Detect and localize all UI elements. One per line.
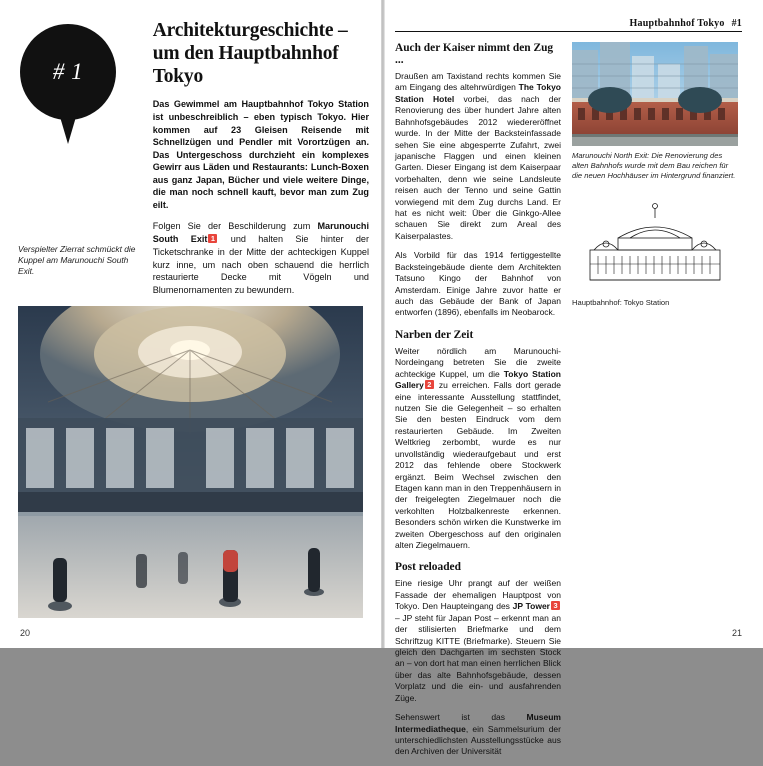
tokyo-station-hotel-name: The Tokyo Station Hotel [395,82,561,104]
page-number-right: 21 [731,628,742,638]
narben-p1-a: Weiter nördlich am Marunouchi-Nordeingang betreten Sie die zweite achteckige Kuppel, um die [395,345,561,379]
photo-marunouchi-north-exit [572,42,738,146]
badge-column [18,18,143,305]
post-p1-a: Eine riesige Uhr prangt auf der weißen Fassade der ehemaligen Hauptpost von Tokyo. Den Haupteingang des [395,578,561,612]
post-p2-a: Sehenswert ist das [395,712,527,723]
map-pin-circle [20,24,116,120]
badge-number: # 1 [52,59,84,84]
photo-dome-interior-art [18,306,363,618]
illustration-caption: Hauptbahnhof: Tokyo Station [572,297,670,307]
post-paragraph-2 [395,712,561,758]
museum-intermediatheque-name: Museum Intermediatheque [395,712,561,734]
illustration-tokyo-station [572,190,738,294]
poi-marker-2: 2 [425,380,434,389]
map-pin-tail [58,110,78,144]
poi-marker-1: 1 [208,234,217,243]
section-title-kaiser: Auch der Kaiser nimmt den Zug ... [395,42,554,66]
running-head-title: Hauptbahnhof Tokyo [629,18,725,29]
page-left [0,0,381,648]
kaiser-paragraph-1 [395,71,561,242]
page-title: Architekturgeschichte – um den Hauptbahnhof Tokyo [152,20,348,87]
kaiser-p1-b: vorbei, das nach der Renovierung des über hundert Jahre alten Bahnhofsgebäudes 2012 wiedereröffnet wurde. In der Mitte der Backsteinfassade sehen Sie eine abgesperrte Zufahrt, zwei japanische Flaggen und einen kleinen Garten. Dieser Eingang ist dem Kaiserpaar vorbehalten, denn wie seine Landsleute reisen auch der Tenno und seine Gattin vorwiegend mit dem Zug durchs Land. Er hat es nicht weit: Über die Ginkgo-Allee schauen Sie direkt zum Areal des Kaiserpalastes. [395,93,561,241]
running-head-number: #1 [731,18,742,29]
photo-dome-interior [18,306,363,618]
left-paragraph-1 [153,220,369,296]
left-photo-caption: Verspielter Zierrat schmückt die Kuppel am Marunouchi South Exit. [18,244,136,277]
post-paragraph-1 [395,578,561,704]
section-title-narben: Narben der Zeit [395,328,474,341]
tokyo-station-gallery-name: Tokyo Station Gallery [395,368,561,391]
right-column-1 [395,42,561,766]
illustration-tokyo-station-art [572,194,738,294]
post-p2-b: , ein Sammelsurium der unterschiedlichsten Ausstellungsstücke aus den Archiven der Universität [395,723,561,757]
section-title-post: Post reloaded [395,561,461,574]
kaiser-paragraph-2: Als Vorbild für das 1914 fertiggestellte Backsteingebäude diente dem Architekten Tatsuno Kingo der Bahnhof von Amsterdam. Einige Jahre zuvor hatte er auch das Gebäude der Bank of Japan entworfen (1896), ebenfalls im Neobarock. [395,250,561,318]
right-column-2 [572,42,738,766]
narben-paragraph-1 [395,346,561,552]
map-pin-badge [20,24,116,120]
left-p1-bold: Marunouchi South Exit [152,221,369,245]
page-gutter [381,0,385,648]
jp-tower-name: JP Tower [512,601,550,612]
poi-marker-3: 3 [551,601,560,610]
lead-paragraph: Das Gewimmel am Hauptbahnhof Tokyo Station ist unbeschreiblich – eben typisch Tokyo. Hier kommen auf 23 Gleisen Reisende mit Schnellzügen und Pendler mit Vorortzügen an. Das Untergeschoss durchzieht ein komplexes Gewirr aus Läden und Restaurants: Lunch-Boxen aus ganz Japan, Bücher und viele weitere Dinge, die man noch schnell kauft, bevor man zum Zug eilt. [152,99,369,210]
page-number-left: 20 [20,628,31,638]
narben-p1-b: zu erreichen. Falls dort gerade eine interessante Ausstellung stattfindet, nutzen Sie die Gelegenheit – so erhalten Sie den besten Eindruck vom dem restaurierten Gebäude. Im Zweiten Weltkrieg zerbombt, wurde es nur unvollständig wiederaufgebaut und erst 2012 das fehlende obere Stockwerk ergänzt. Beim Wechsel zwischen den Etagen kann man in den Treppenhäusern in der freigelegten Ziegelmauer noch die verkohlten Holzbalkenreste erkennen. Besonders schön wirken die Kunstwerke im zweiten Obergeschoss auf den originalen alten Ziegelmauern. [395,380,561,551]
left-p1-part-b: und halten Sie hinter der Ticketschranke in der Mitte der achteckigen Kuppel kurz inne, um nach oben schauend die herrlich restaurierte Decke mit Vögeln und Blumenornamenten zu bewundern. [152,234,369,295]
photo-marunouchi-art [572,42,738,146]
kaiser-p1-a: Draußen am Taxistand rechts kommen Sie am Eingang des altehrwürdigen [395,71,561,93]
running-head [395,18,742,29]
left-p1-part-a: Folgen Sie der Beschilderung zum [152,221,318,232]
left-text-column [153,18,369,305]
post-p1-b: – JP steht für Japan Post – erkennt man an der stilisierten Briefmarke und dem Schriftzug KITTE (Briefmarke). Steuern Sie gleich den Dachgarten im sechsten Stock an – von dort hat man einen herrlichen Blick über das alte Bahnhofsgebäude, dessen Vorplatz und die ein- und ausfahrenden Züge. [395,612,561,703]
photo-caption-marunouchi: Marunouchi North Exit: Die Renovierung des alten Bahnhofs wurde mit dem Bau reichen für die neuen Hochhäuser im Hintergrund finanziert. [572,151,736,180]
page-right [381,0,762,757]
header-rule [395,31,742,32]
